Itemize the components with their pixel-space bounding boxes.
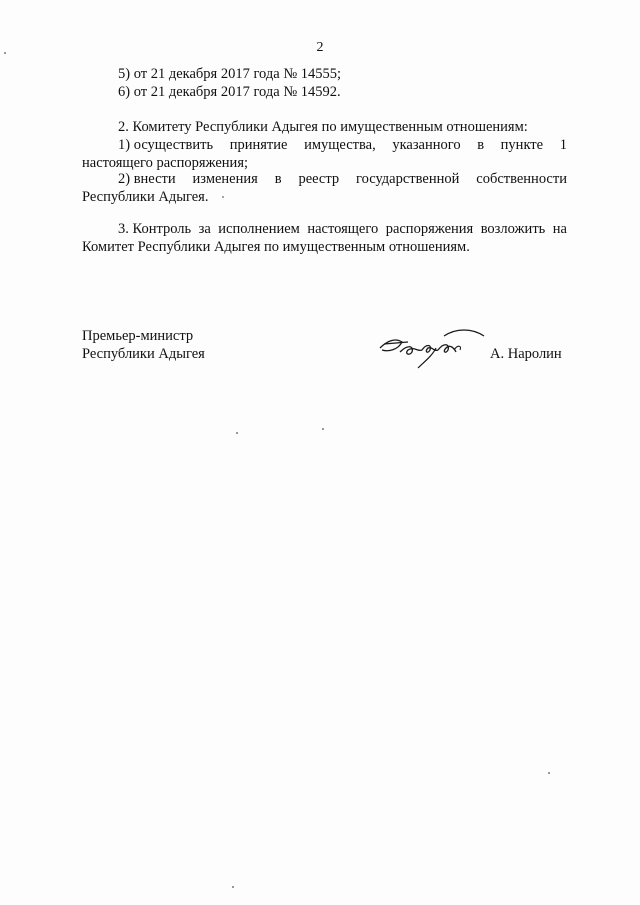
clause-2-item-2-cont: Республики Адыгея. <box>82 189 209 205</box>
word: 3. Контроль <box>118 221 192 237</box>
word: в <box>274 171 282 187</box>
signatory-title-line-2: Республики Адыгея <box>82 346 205 362</box>
scan-speck <box>222 196 224 198</box>
clause-3-line-2: Комитет Республики Адыгея по имущественным отношениям. <box>82 239 470 255</box>
word: имущества, <box>304 137 376 153</box>
scan-speck <box>236 432 238 434</box>
scan-speck <box>4 52 6 54</box>
word: за <box>198 221 211 237</box>
word: принятие <box>229 137 288 153</box>
clause-3-line-1 <box>82 222 567 237</box>
handwritten-signature <box>374 322 490 370</box>
word: распоряжения <box>385 221 474 237</box>
clause-2-item-1-cont: настоящего распоряжения; <box>82 155 249 171</box>
word: настоящего <box>307 221 379 237</box>
clause-2-heading: 2. Комитету Республики Адыгея по имущественным отношениям: <box>118 119 528 135</box>
word: возложить <box>480 221 546 237</box>
word: изменения <box>192 171 258 187</box>
word: указанного <box>392 137 461 153</box>
scan-speck <box>548 772 550 774</box>
word: пункте <box>500 137 544 153</box>
scan-speck <box>232 886 234 888</box>
word: 1 <box>559 137 567 153</box>
word: 2) внести <box>118 171 176 187</box>
clause-2-item-2-line <box>82 172 567 187</box>
word: реестр <box>298 171 340 187</box>
clause-2-item-1-line <box>82 138 567 153</box>
signatory-name: А. Наролин <box>490 346 562 362</box>
word: государственной <box>356 171 460 187</box>
scan-speck <box>322 428 324 430</box>
list-item-5: 5) от 21 декабря 2017 года № 14555; <box>118 66 342 82</box>
word: 1) осуществить <box>118 137 214 153</box>
word: собственности <box>476 171 567 187</box>
list-item-6: 6) от 21 декабря 2017 года № 14592. <box>118 84 341 100</box>
word: на <box>552 221 567 237</box>
word: исполнением <box>218 221 300 237</box>
word: в <box>477 137 485 153</box>
signatory-title-line-1: Премьер-министр <box>82 328 194 344</box>
page-number: 2 <box>316 40 324 55</box>
